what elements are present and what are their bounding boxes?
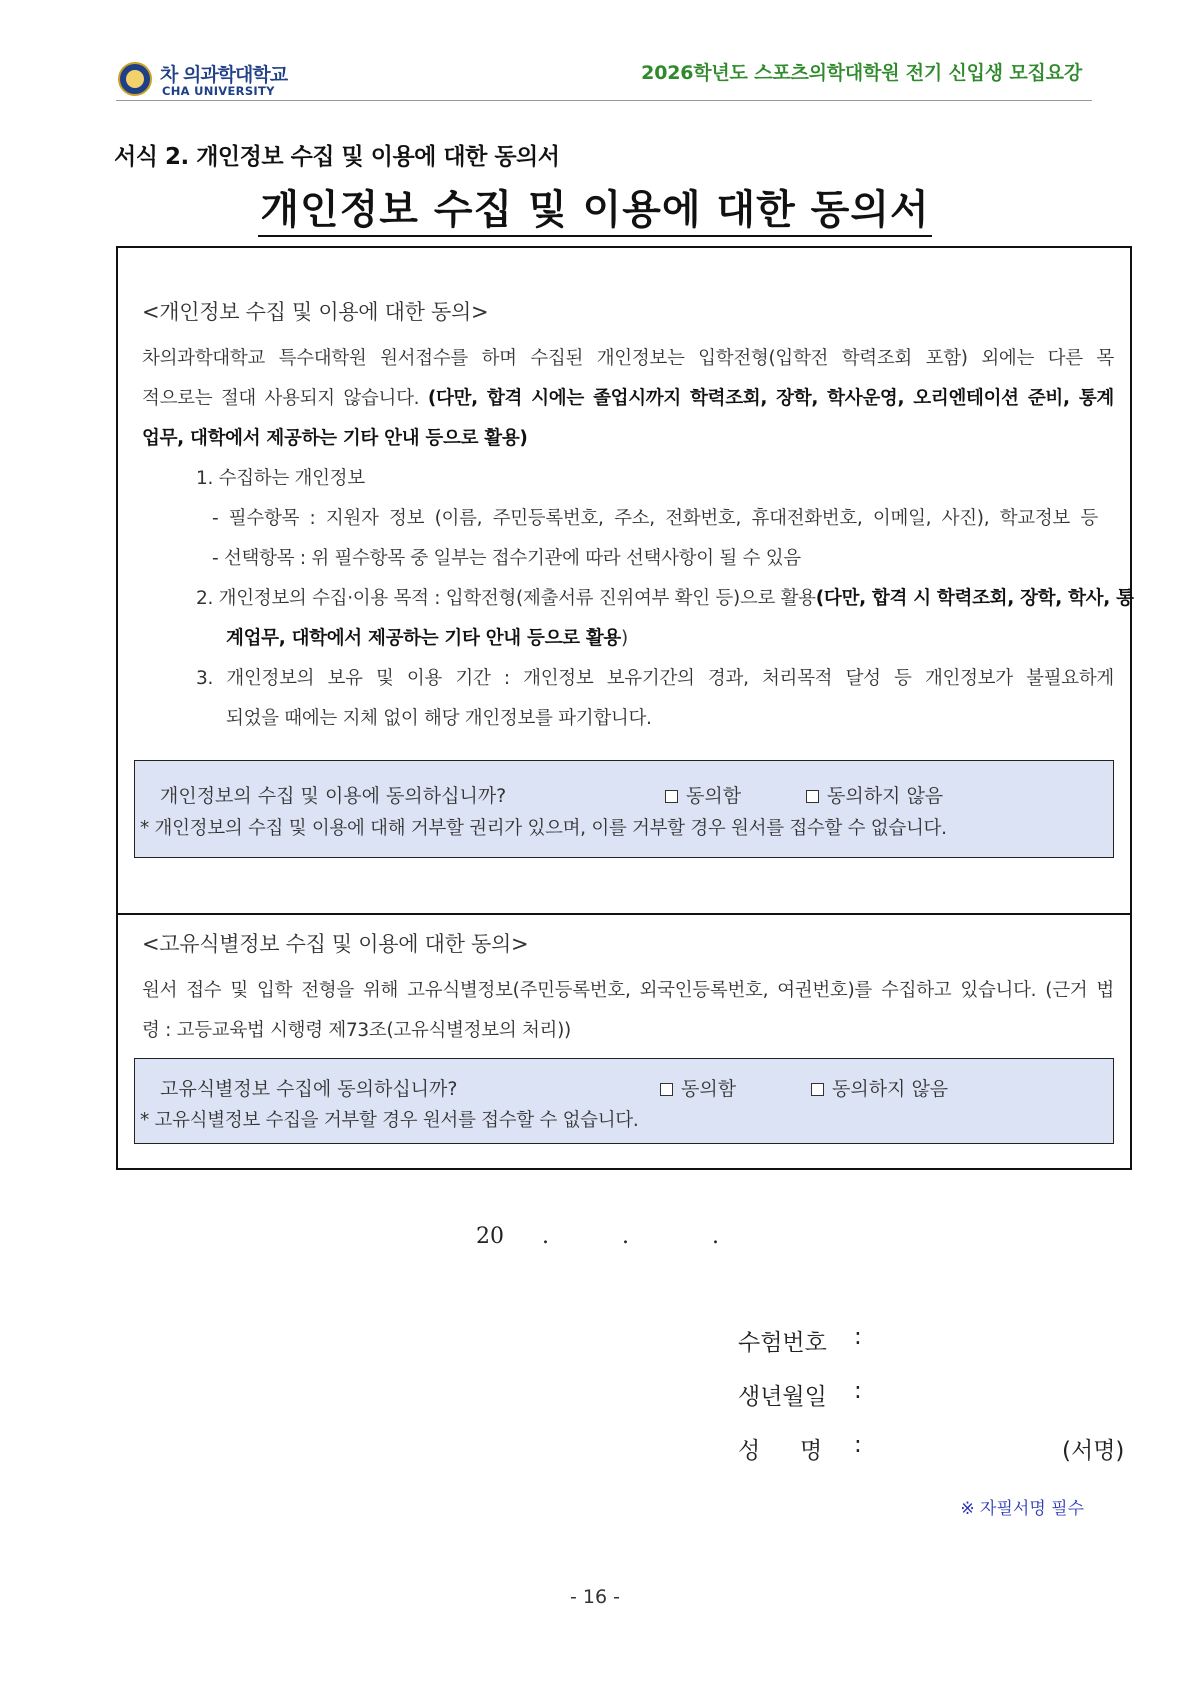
item2-purpose-line1: 2. 개인정보의 수집·이용 목적 : 입학전형(제출서류 진위여부 확인 등)으로 활용(다만, 합격 시 학력조회, 장학, 학사, 통 xyxy=(196,588,1134,609)
university-seal-logo xyxy=(118,62,152,96)
section1-paragraph-line1: 차의과학대학교 특수대학원 원서접수를 하며 수집된 개인정보는 입학전형(입학전 학력조회 포함) 외에는 다른 목 xyxy=(142,348,1114,369)
personal-info-disagree-option[interactable]: 동의하지 않음 xyxy=(806,781,943,808)
handwritten-signature-note: ※ 자필서명 필수 xyxy=(960,1499,1084,1519)
header-title: 2026학년도 스포츠의학대학원 전기 신입생 모집요강 xyxy=(641,62,1082,84)
item3-retention-line1: 3. 개인정보의 보유 및 이용 기간 : 개인정보 보유기간의 경과, 처리목적 달성 등 개인정보가 불필요하게 xyxy=(196,668,1114,689)
personal-info-consent-question: 개인정보의 수집 및 이용에 동의하십니까? xyxy=(160,785,507,807)
unique-id-disagree-option[interactable]: 동의하지 않음 xyxy=(811,1074,948,1101)
item2-purpose-line2: 계업무, 대학에서 제공하는 기타 안내 등으로 활용) xyxy=(226,628,628,649)
disagree-checkbox[interactable] xyxy=(806,790,819,803)
section2-heading: <고유식별정보 수집 및 이용에 대한 동의> xyxy=(142,932,529,956)
item3-retention-line2: 되었을 때에는 지체 없이 해당 개인정보를 파기합니다. xyxy=(226,708,652,729)
section1-heading: <개인정보 수집 및 이용에 대한 동의> xyxy=(142,300,489,324)
section-divider xyxy=(116,913,1132,915)
form-label: 서식 2. 개인정보 수집 및 이용에 대한 동의서 xyxy=(114,144,560,170)
exam-number-colon: : xyxy=(854,1324,862,1350)
section1-paragraph-line3: 업무, 대학에서 제공하는 기타 안내 등으로 활용) xyxy=(142,428,528,449)
name-label-first-char: 성 xyxy=(738,1438,761,1464)
agree-checkbox[interactable] xyxy=(660,1083,673,1096)
personal-info-agree-option[interactable]: 동의함 xyxy=(665,781,741,808)
page-number: - 16 - xyxy=(570,1586,620,1608)
personal-info-consent-note: * 개인정보의 수집 및 이용에 대해 거부할 권리가 있으며, 이를 거부할 경우 원서를 접수할 수 없습니다. xyxy=(140,818,947,839)
date-separator-1: . xyxy=(542,1224,549,1249)
exam-number-label: 수험번호 xyxy=(738,1330,827,1356)
disagree-checkbox[interactable] xyxy=(811,1083,824,1096)
item1-required-fields: - 필수항목 : 지원자 정보 (이름, 주민등록번호, 주소, 전화번호, 휴대전화번호, 이메일, 사진), 학교정보 등 xyxy=(212,508,1098,529)
date-year-prefix: 20 xyxy=(476,1224,504,1249)
birth-date-label: 생년월일 xyxy=(738,1384,827,1410)
section2-paragraph-line2: 령 : 고등교육법 시행령 제73조(고유식별정보의 처리)) xyxy=(142,1020,571,1041)
logo-korean-text: 차 의과학대학교 xyxy=(160,64,288,86)
item1-title: 1. 수집하는 개인정보 xyxy=(196,468,365,489)
personal-info-consent-box xyxy=(134,760,1114,858)
unique-id-consent-question: 고유식별정보 수집에 동의하십니까? xyxy=(160,1078,458,1100)
birth-date-colon: : xyxy=(854,1378,862,1404)
section2-paragraph-line1: 원서 접수 및 입학 전형을 위해 고유식별정보(주민등록번호, 외국인등록번호, 여권번호)를 수집하고 있습니다. (근거 법 xyxy=(142,980,1114,1001)
agree-checkbox[interactable] xyxy=(665,790,678,803)
name-colon: : xyxy=(854,1432,862,1458)
unique-id-consent-note: * 고유식별정보 수집을 거부할 경우 원서를 접수할 수 없습니다. xyxy=(140,1110,639,1131)
unique-id-agree-option[interactable]: 동의함 xyxy=(660,1074,736,1101)
signature-label: (서명) xyxy=(1062,1438,1125,1464)
item1-optional-fields: - 선택항목 : 위 필수항목 중 일부는 접수기관에 따라 선택사항이 될 수 있음 xyxy=(212,548,801,569)
document-title: 개인정보 수집 및 이용에 대한 동의서 xyxy=(0,178,1190,235)
date-separator-3: . xyxy=(712,1224,719,1249)
logo-english-text: CHA UNIVERSITY xyxy=(162,84,275,98)
header-divider xyxy=(116,100,1092,101)
name-label-second-char: 명 xyxy=(800,1438,823,1464)
date-separator-2: . xyxy=(622,1224,629,1249)
section1-paragraph-line2: 적으로는 절대 사용되지 않습니다. (다만, 합격 시에는 졸업시까지 학력조회, 장학, 학사운영, 오리엔테이션 준비, 통계 xyxy=(142,388,1114,409)
